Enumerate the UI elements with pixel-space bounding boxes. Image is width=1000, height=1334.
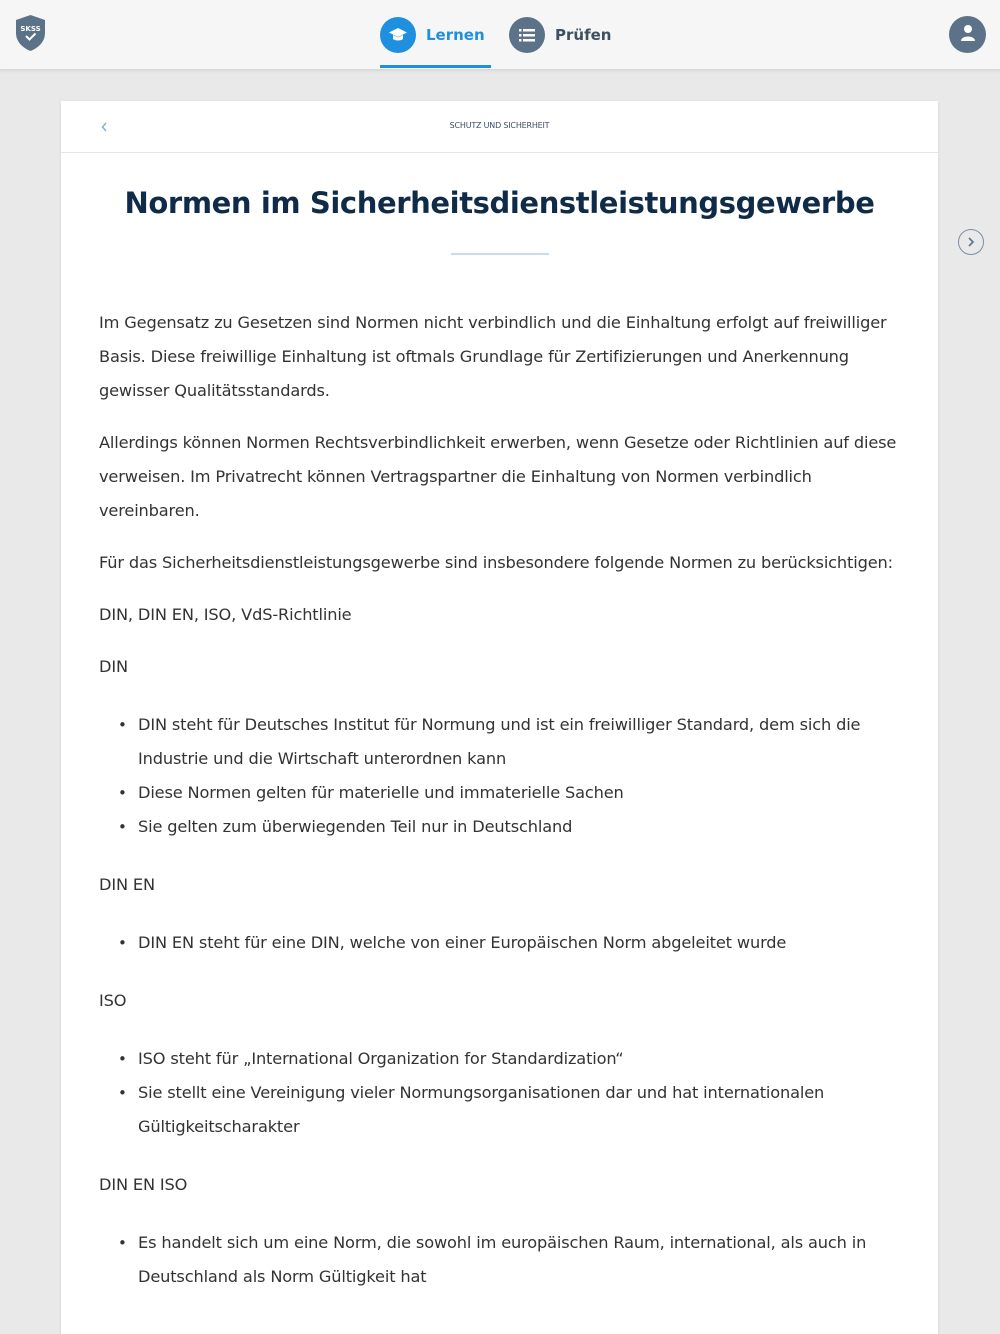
list-item: • DIN EN steht für eine DIN, welche von einer Europäischen Norm abgeleitet wurde: [99, 926, 909, 960]
paragraph: DIN, DIN EN, ISO, VdS-Richtlinie: [99, 605, 352, 624]
list-item: • Es handelt sich um eine Norm, die sowohl im europäischen Raum, international, als auch in Deutschland als Norm Gültigkeit hat: [99, 1226, 909, 1294]
graduation-cap-icon: [380, 17, 416, 53]
bullet-list: [99, 1226, 909, 1294]
tab-lernen-label: Lernen: [426, 26, 485, 44]
next-page-button[interactable]: [958, 229, 984, 255]
section-heading: DIN EN: [99, 875, 155, 894]
top-navigation-bar: [0, 0, 1000, 70]
article-body: [99, 306, 909, 1318]
list-item: • Diese Normen gelten für materielle und immaterielle Sachen: [99, 776, 909, 810]
page-title: Normen im Sicherheitsdienstleistungsgewerbe: [124, 186, 875, 220]
list-item: • Sie gelten zum überwiegenden Teil nur in Deutschland: [99, 810, 909, 844]
paragraph: Allerdings können Normen Rechtsverbindlichkeit erwerben, wenn Gesetze oder Richtlinien auf diese verweisen. Im Privatrecht können Vertragspartner die Einhaltung von Normen verbindlich vereinbaren.: [99, 433, 897, 520]
bullet-list: [99, 1042, 909, 1144]
chevron-right-icon: [966, 233, 976, 252]
tab-lernen[interactable]: [380, 0, 491, 70]
tab-pruefen[interactable]: [509, 0, 611, 70]
main-tabs: [380, 0, 629, 70]
app-logo[interactable]: [14, 14, 47, 52]
list-item: • DIN steht für Deutsches Institut für Normung und ist ein freiwilliger Standard, dem sich die Industrie und die Wirtschaft unterordnen kann: [99, 708, 909, 776]
user-icon: [960, 24, 976, 46]
paragraph: Im Gegensatz zu Gesetzen sind Normen nicht verbindlich und die Einhaltung erfolgt auf freiwilliger Basis. Diese freiwillige Einhaltung ist oftmals Grundlage für Zertifizierungen und Anerkennung gewisser Qualitätsstandards.: [99, 313, 887, 400]
card-header: [61, 101, 938, 153]
section-heading: ISO: [99, 991, 127, 1010]
content-card: [61, 101, 938, 1334]
section-heading: DIN EN ISO: [99, 1175, 188, 1194]
title-divider: [451, 253, 549, 255]
logo-text: SKSS: [20, 25, 41, 33]
bullet-list: [99, 708, 909, 844]
section-heading: DIN: [99, 657, 128, 676]
list-item: • Sie stellt eine Vereinigung vieler Normungsorganisationen dar und hat internationalen Gültigkeitscharakter: [99, 1076, 909, 1144]
paragraph: Für das Sicherheitsdienstleistungsgewerbe sind insbesondere folgende Normen zu berücksichtigen:: [99, 553, 893, 572]
tab-pruefen-label: Prüfen: [555, 26, 612, 44]
bullet-list: [99, 926, 909, 960]
breadcrumb: SCHUTZ UND SICHERHEIT: [449, 121, 550, 130]
list-item: • ISO steht für „International Organization for Standardization“: [99, 1042, 909, 1076]
user-avatar-button[interactable]: [949, 16, 986, 53]
list-icon: [509, 17, 545, 53]
